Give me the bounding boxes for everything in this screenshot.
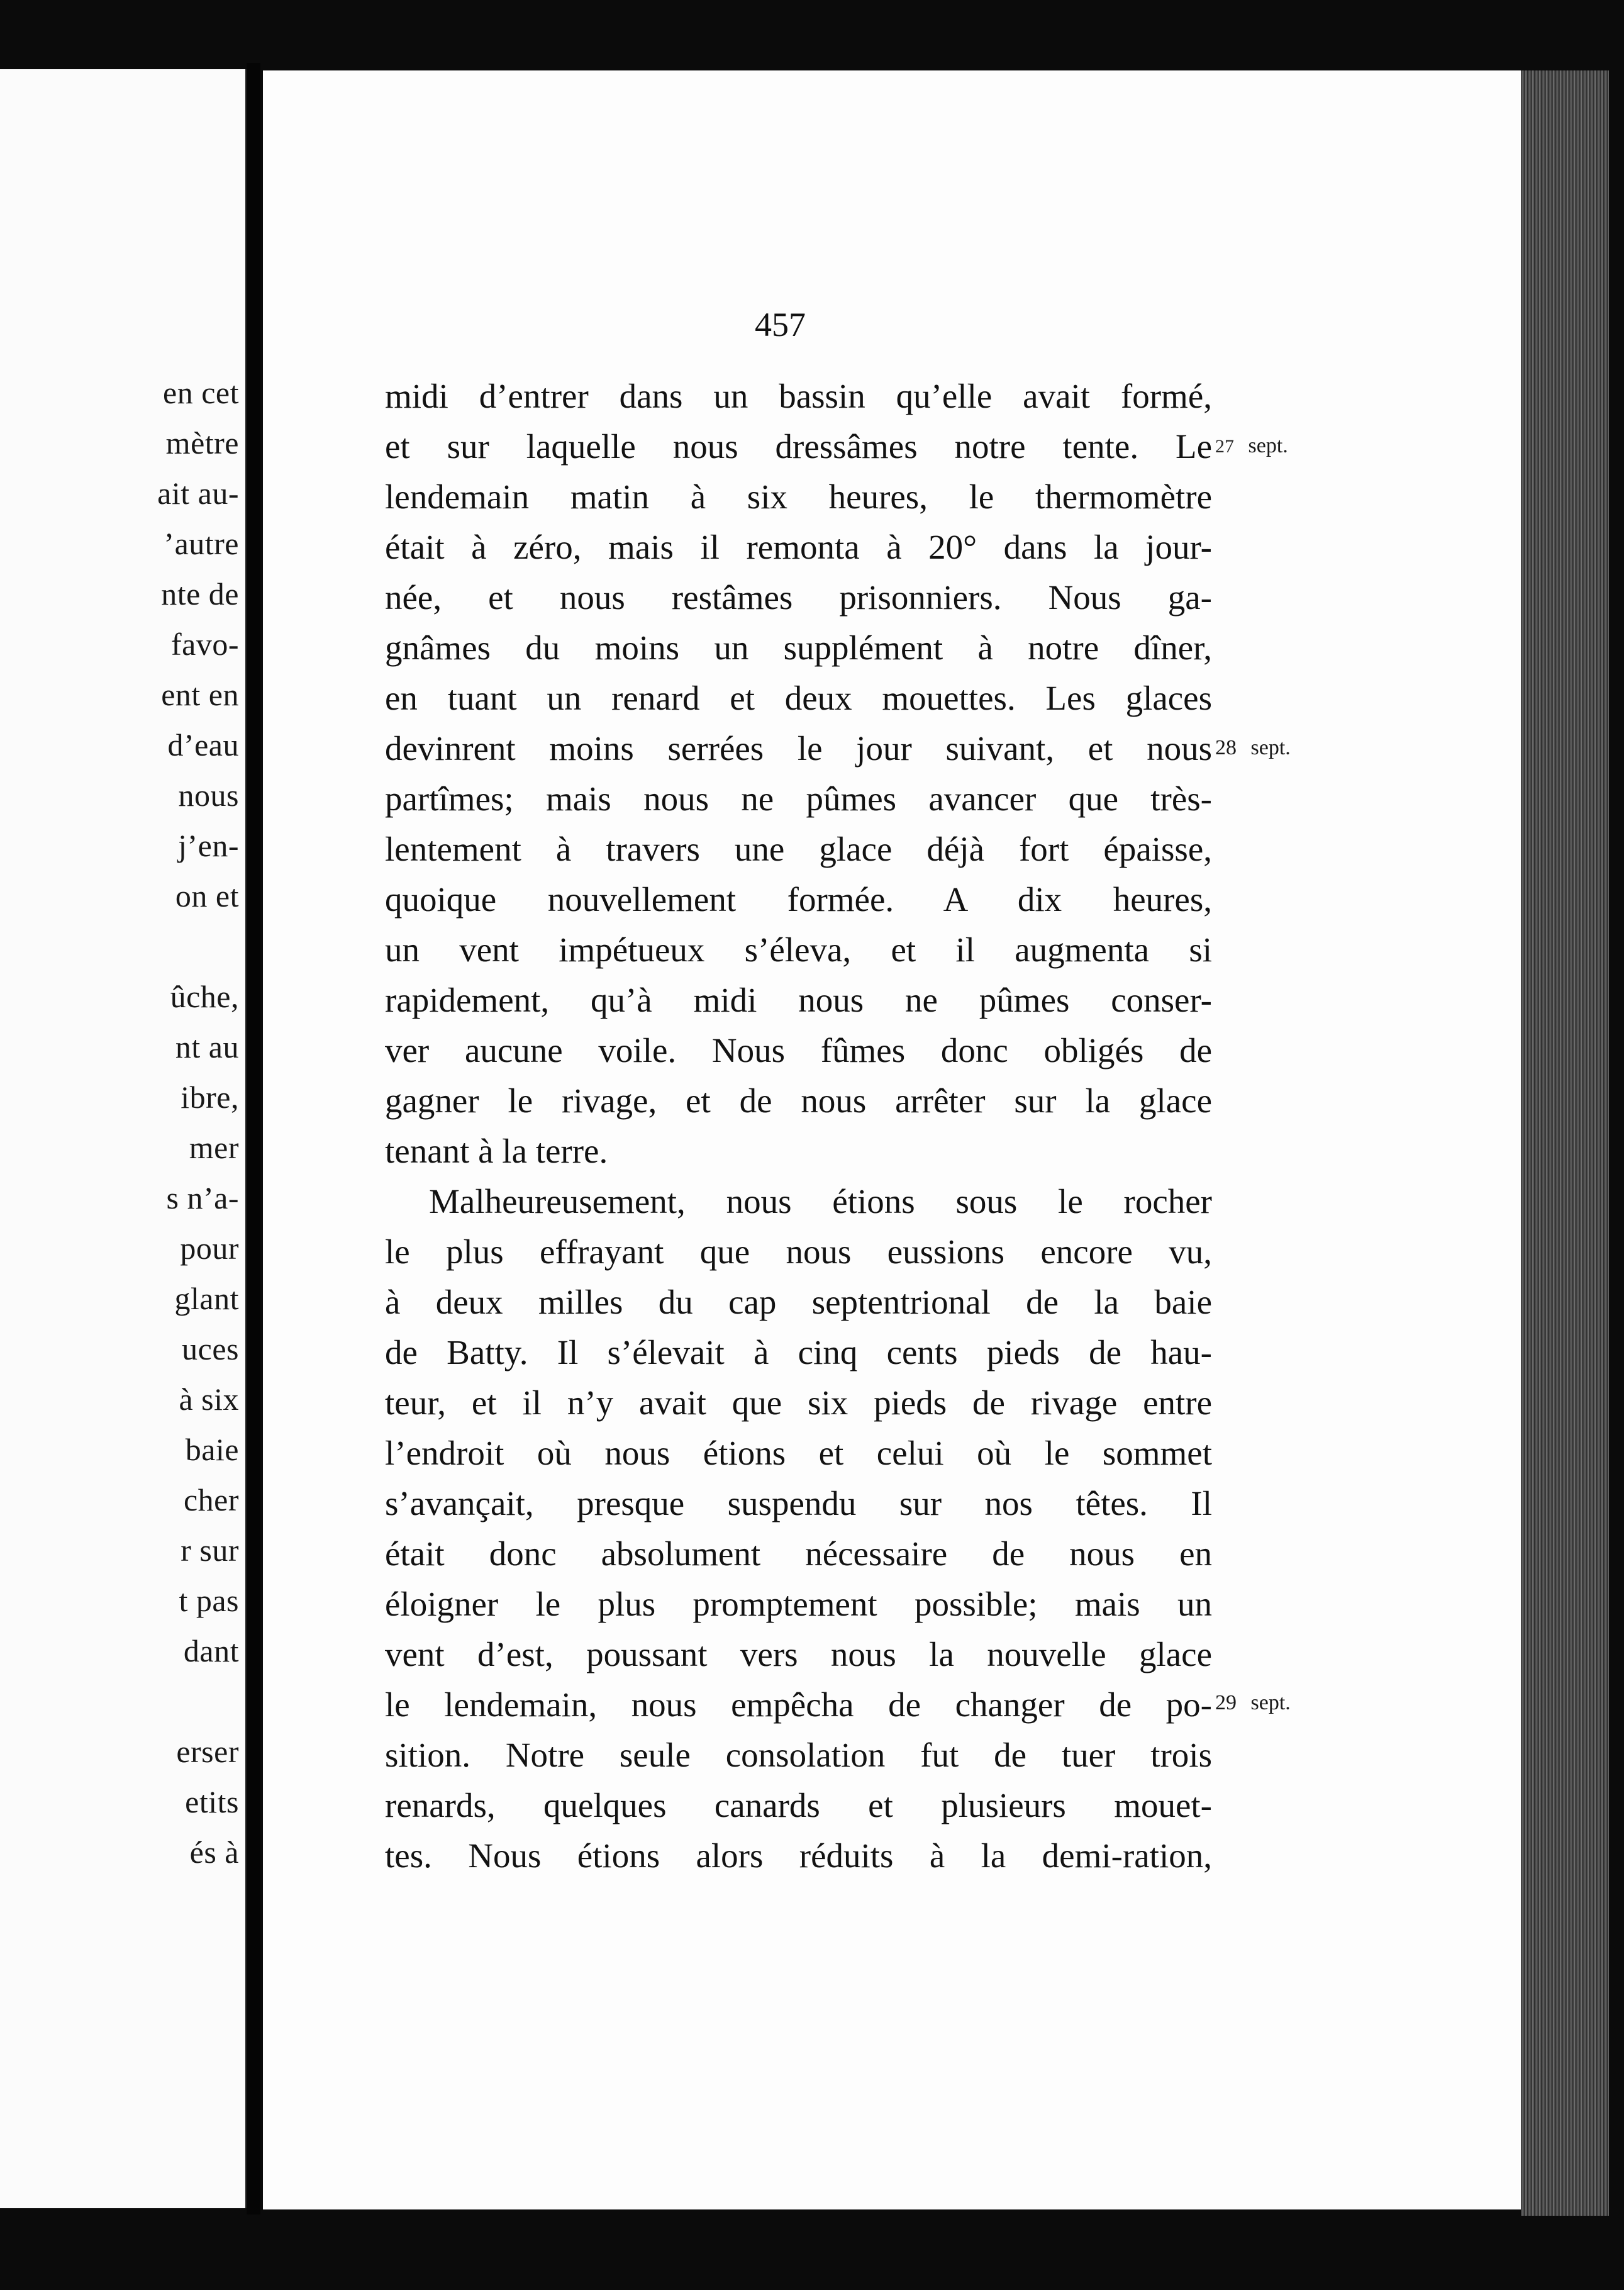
left-page-text-fragment: t pas [179,1583,239,1618]
left-page-text-fragment: és à [189,1835,239,1870]
text-line: et sur laquelle nous dressâmes notre tente. Le [385,427,1212,466]
left-page-text-fragment: favo- [171,627,239,662]
text-line: tes. Nous étions alors réduits à la demi-ration, [385,1836,1212,1875]
text-line: lendemain matin à six heures, le thermomètre [385,478,1212,516]
text-line: de Batty. Il s’élevait à cinq cents pieds de hau- [385,1333,1212,1371]
left-page-text-fragment: ûche, [170,979,239,1014]
text-line: était à zéro, mais il remonta à 20° dans la jour- [385,528,1212,566]
margin-note-29 [1215,1691,1291,1715]
text-line: s’avançait, presque suspendu sur nos têtes. Il [385,1484,1212,1522]
left-page-text-fragment: s n’a- [166,1180,239,1215]
left-page [0,69,247,2208]
margin-note-day: 28 [1215,736,1237,759]
text-line: tenant à la terre. [385,1132,608,1170]
text-line: sition. Notre seule consolation fut de tuer trois [385,1736,1212,1774]
text-line: vent d’est, poussant vers nous la nouvelle glace [385,1635,1212,1673]
margin-note-month: sept. [1250,736,1291,759]
left-page-text-fragment: mètre [165,425,239,461]
left-page-text-fragment: ent en [161,677,239,712]
left-page-text-fragment: r sur [181,1533,239,1568]
text-line: gnâmes du moins un supplément à notre dîner, [385,628,1212,667]
margin-note-28 [1215,736,1291,760]
left-page-text-fragment: ’autre [164,526,239,561]
left-page-text-fragment: nte de [161,576,239,612]
left-page-text-fragment: pour [180,1231,239,1266]
left-page-text-fragment: uces [182,1331,239,1366]
left-page-text-fragment: on et [175,878,239,913]
text-line: Malheureusement, nous étions sous le rocher [429,1182,1212,1220]
left-page-text-fragment: d’eau [167,727,239,762]
text-line: teur, et il n’y avait que six pieds de rivage entre [385,1383,1212,1422]
left-page-text-fragment: cher [183,1482,239,1517]
margin-note-month: sept. [1250,1691,1291,1714]
text-line: un vent impétueux s’éleva, et il augmenta si [385,930,1212,969]
left-page-text-fragment: nous [178,778,239,813]
text-line: en tuant un renard et deux mouettes. Les glaces [385,679,1212,717]
text-line: renards, quelques canards et plusieurs mouet- [385,1786,1212,1824]
left-page-text-fragment: ait au- [157,476,239,511]
text-line: lentement à travers une glace déjà fort épaisse, [385,830,1212,868]
text-line: devinrent moins serrées le jour suivant, et nous [385,729,1212,768]
left-page-text-fragment: etits [185,1784,239,1819]
text-line: partîmes; mais nous ne pûmes avancer que très- [385,779,1212,818]
text-line: midi d’entrer dans un bassin qu’elle avait formé, [385,377,1212,415]
text-line: le plus effrayant que nous eussions encore vu, [385,1232,1212,1271]
margin-note-day: 29 [1215,1691,1237,1714]
left-page-text-fragment: nt au [175,1029,239,1064]
left-page-text-fragment: j’en- [178,828,239,863]
page-edges [1521,70,1609,2216]
left-page-text-fragment: mer [189,1130,239,1165]
text-line: le lendemain, nous empêcha de changer de po- [385,1685,1212,1724]
text-line: l’endroit où nous étions et celui où le sommet [385,1434,1212,1472]
left-page-text-fragment: glant [174,1281,239,1316]
margin-note-month: sept. [1248,434,1288,457]
left-page-text-fragment: à six [179,1382,239,1417]
left-page-text-fragment: dant [183,1633,239,1668]
text-line: quoique nouvellement formée. A dix heures, [385,880,1212,919]
text-line: rapidement, qu’à midi nous ne pûmes conser- [385,981,1212,1019]
text-line: gagner le rivage, et de nous arrêter sur la glace [385,1081,1212,1120]
book-spine-gap [247,63,260,2215]
body-text [385,371,1212,1881]
left-page-text-fragment: baie [185,1432,239,1467]
left-page-text-fragment: ibre, [181,1080,239,1115]
page-number: 457 [755,306,806,344]
text-line: éloigner le plus promptement possible; mais un [385,1585,1212,1623]
left-page-text-fragment: en cet [163,375,239,410]
margin-note-day: 27 [1215,436,1234,457]
text-line: ver aucune voile. Nous fûmes donc obligés de [385,1031,1212,1070]
left-page-text-fragment: erser [176,1734,239,1769]
text-line: était donc absolument nécessaire de nous en [385,1534,1212,1573]
text-line: à deux milles du cap septentrional de la baie [385,1283,1212,1321]
text-line: née, et nous restâmes prisonniers. Nous ga- [385,578,1212,617]
margin-note-27 [1215,434,1288,458]
